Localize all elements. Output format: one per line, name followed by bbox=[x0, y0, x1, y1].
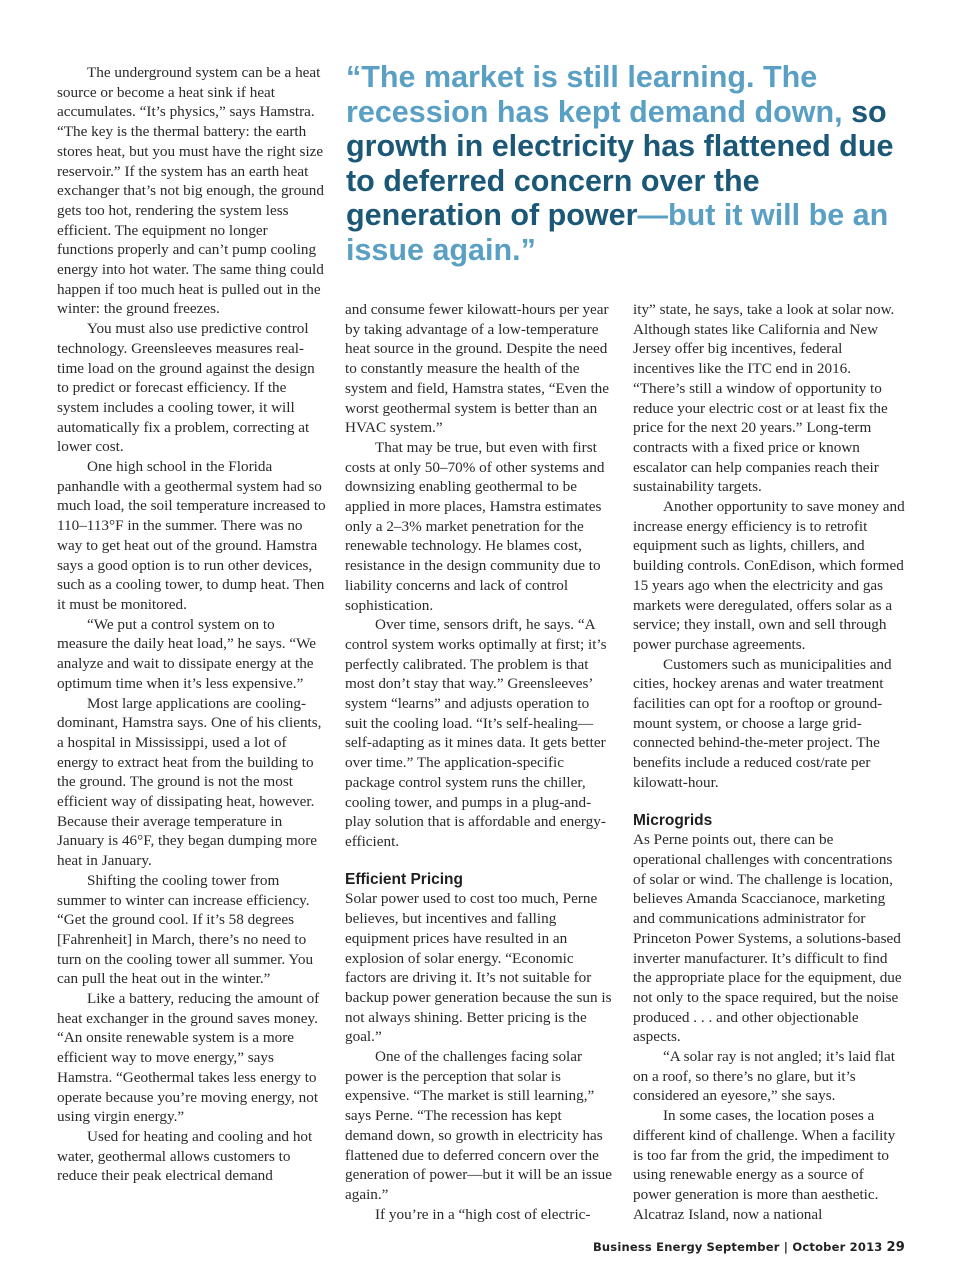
paragraph: One high school in the Florida panhandle with a geothermal system had so much load, the soil temperature increased to 110–113°F in the summer. There was no way to get heat out of the ground. Hamstra says a good option is to run other devices, such as a cooling tower, to dump heat. Then it must be monitored. bbox=[57, 458, 326, 613]
paragraph: Shifting the cooling tower from summer to winter can increase efficiency. “Get the ground cool. If it’s 58 degrees [Fahrenheit] in March, there’s no need to turn on the cooling tower all summer. You can pull the heat out in the winter.” bbox=[57, 871, 314, 988]
page-footer bbox=[560, 1240, 905, 1255]
paragraph: Over time, sensors drift, he says. “A control system works optimally at first; it’s perfectly calibrated. The problem is that most don’t stay that way.” Greensleeves’ system “learns” and adjusts operation to suit the cooling load. “It’s self-healing—self-adapting as it mines data. It gets better over time.” The application-specific package control system runs the chiller, cooling tower, and pumps in a plug-and-play solution that is affordable and energy-efficient. bbox=[345, 616, 607, 850]
page-number: 29 bbox=[886, 1240, 905, 1255]
paragraph: You must also use predictive control technology. Greensleeves measures real-time load on the ground against the design to predict or forecast efficiency. If the system includes a cooling tower, it will automatically fix a problem, correcting at lower cost. bbox=[57, 320, 315, 456]
paragraph: Most large applications are cooling-dominant, Hamstra says. One of his clients, a hospital in Mississippi, used a lot of energy to extract heat from the building to the ground. The ground is not the most efficient way of dissipating heat, however. Because their average temperature in January is 46°F, they began dumping more heat in January. bbox=[57, 694, 322, 870]
paragraph: Like a battery, reducing the amount of heat exchanger in the ground saves money. “An onsite renewable system is a more efficient way to move energy,” says Hamstra. “Geothermal takes less energy to operate because you’re moving energy, not using virgin energy.” bbox=[57, 990, 320, 1126]
article-column-1 bbox=[57, 63, 327, 1186]
paragraph: That may be true, but even with first costs at only 50–70% of other systems and downsizing enabling geothermal to be applied in more places, Hamstra estimates only a 2–3% market penetration for the renewable technology. He blames cost, resistance in the design community due to liability concerns and lack of control sophistication. bbox=[345, 438, 605, 614]
section-heading-efficient-pricing: Efficient Pricing bbox=[345, 870, 463, 888]
article-column-2 bbox=[345, 300, 613, 1224]
issue-date: September | October 2013 bbox=[706, 1240, 883, 1254]
paragraph: Another opportunity to save money and increase energy efficiency is to retrofit equipment such as lights, chillers, and building controls. ConEdison, which formed 15 years ago when the electricity and gas markets were deregulated, offers solar as a service; they install, own and sell through power purchase agreements. bbox=[633, 498, 905, 653]
pull-quote-part-1: “The market is still learning. The recession has kept demand down, bbox=[346, 60, 843, 129]
paragraph: The underground system can be a heat source or become a heat sink if heat accumulates. “It’s physics,” says Hamstra. “The key is the thermal battery: the earth stores heat, but you must have the right size reservoir.” If the system has an earth heat exchanger that’s not big enough, the ground gets too hot, rendering the system less efficient. The equipment no longer functions properly and can’t pump cooling energy into hot water. The same thing could happen if too much heat is pulled out in the winter: the ground freezes. bbox=[57, 64, 324, 318]
pull-quote bbox=[346, 60, 916, 268]
publication-name: Business Energy bbox=[592, 1240, 703, 1254]
article-column-3 bbox=[633, 300, 905, 1224]
paragraph: Customers such as municipalities and cities, hockey arenas and water treatment facilities can opt for a rooftop or ground-mount system, or choose a large grid-connected behind-the-meter project. The benefits include a reduced cost/rate per kilowatt-hour. bbox=[633, 655, 892, 791]
paragraph: Solar power used to cost too much, Perne believes, but incentives and falling equipment prices have resulted in an explosion of solar energy. “Economic factors are driving it. It’s not suitable for backup power generation because the sun is not always shining. Better pricing is the goal.” bbox=[345, 890, 612, 1046]
pull-quote-part-3: —but it will be an issue again.” bbox=[346, 198, 889, 267]
paragraph: ity” state, he says, take a look at solar now. Although states like California and New Jersey offer big incentives, federal incentives like the ITC end in 2016. “There’s still a window of opportunity to reduce your electric cost or at least fix the price for the next 20 years.” Long-term contracts with a fixed price or known escalator can help companies reach their sustainability targets. bbox=[633, 301, 895, 496]
paragraph: and consume fewer kilowatt-hours per year by taking advantage of a low-temperature heat source in the ground. Despite the need to constantly measure the health of the system and field, Hamstra states, “Even the worst geothermal system is better than an HVAC system.” bbox=[345, 301, 610, 437]
paragraph: In some cases, the location poses a different kind of challenge. When a facility is too far from the grid, the impediment to using renewable energy as a source of power generation is more than aesthetic. Alcatraz Island, now a national bbox=[633, 1107, 896, 1223]
paragraph: “We put a control system on to measure the daily heat load,” he says. “We analyze and wait to dissipate energy at the optimum time when it’s less expensive.” bbox=[57, 615, 316, 692]
paragraph: Used for heating and cooling and hot water, geothermal allows customers to reduce their peak electrical demand bbox=[57, 1127, 313, 1185]
section-heading-microgrids: Microgrids bbox=[633, 811, 713, 829]
paragraph: As Perne points out, there can be operational challenges with concentrations of solar or wind. The challenge is location, believes Amanda Scaccianoce, marketing and communications administrator for Princeton Power Systems, a solutions-based inverter manufacturer. It’s difficult to find the appropriate place for the equipment, due not only to the space required, but the noise produced . . . and other objectionable aspects. bbox=[633, 831, 902, 1046]
pull-quote-part-2: so growth in electricity has flattened due to deferred concern over the generation of power bbox=[346, 94, 894, 233]
paragraph: If you’re in a “high cost of electric- bbox=[375, 1205, 591, 1223]
paragraph: “A solar ray is not angled; it’s laid flat on a roof, so there’s no glare, but it’s considered an eyesore,” she says. bbox=[633, 1048, 895, 1105]
paragraph: One of the challenges facing solar power is the perception that solar is expensive. “The market is still learning,” says Perne. “The recession has kept demand down, so growth in electricity has flattened due to deferred concern over the generation of power—but it will be an issue again.” bbox=[345, 1048, 612, 1203]
